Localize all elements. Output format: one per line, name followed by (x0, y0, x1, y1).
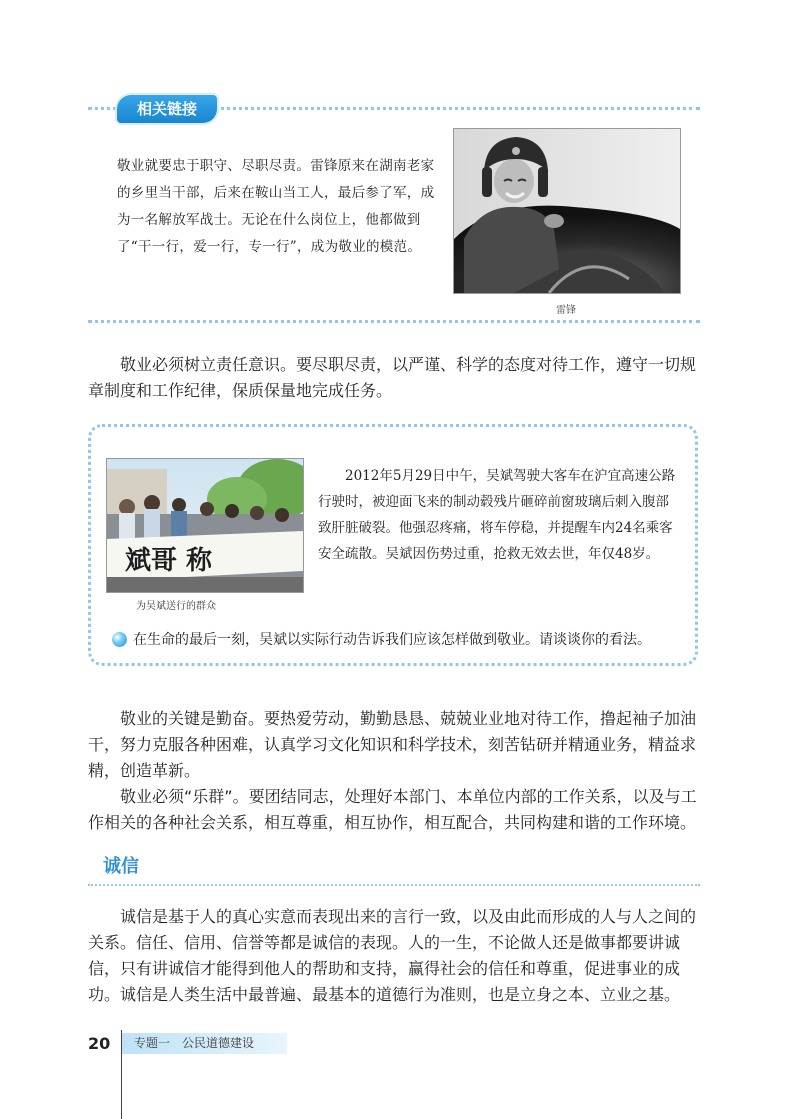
related-link-text: 敬业就要忠于职守、尽职尽责。雷锋原来在湖南老家的乡里当干部，后来在鞍山当工人，最后参了军，成为一名解放军战士。无论在什么岗位上，他都做到了“干一行，爱一行，专一行”，成为敬业的模范。 (117, 158, 435, 255)
related-link-badge: 相关链接 (117, 95, 217, 123)
paragraph-teamwork: 敬业必须“乐群”。要团结同志，处理好本部门、本单位内部的工作关系，以及与工作相关的各种社会关系，相互尊重，相互协作，相互配合，共同构建和谐的工作环境。 (88, 787, 697, 832)
banner-text: 斌哥 称 (125, 546, 213, 576)
wu-bin-story: 2012年5月29日中午，吴斌驾驶大客车在沪宜高速公路行驶时，被迎面飞来的制动毂残片砸碎前窗玻璃后刺入腹部致肝脏破裂。他强忍疼痛，将车停稳，并提醒车内24名乘客安全疏散。吴斌因伤势过重，抢救无效去世，年仅48岁。 (318, 468, 676, 562)
lei-feng-photo-image (454, 129, 680, 293)
wu-bin-photo (106, 458, 304, 593)
related-bottom-rule (88, 320, 700, 323)
chapter-label: 专题一 公民道德建设 (122, 1033, 287, 1054)
section-title-integrity: 诚信 (103, 856, 139, 877)
paragraph-diligence: 敬业的关键是勤奋。要热爱劳动，勤勤恳恳、兢兢业业地对待工作，撸起袖子加油干，努力克服各种困难，认真学习文化知识和科学技术，刻苦钻研并精通业务，精益求精，创造革新。 (88, 709, 697, 780)
discussion-question: 在生命的最后一刻，吴斌以实际行动告诉我们应该怎样做到敬业。请谈谈你的看法。 (133, 632, 651, 648)
wu-bin-caption: 为吴斌送行的群众 (136, 601, 216, 612)
lei-feng-caption: 雷锋 (556, 305, 576, 316)
paragraph-responsibility: 敬业必须树立责任意识。要尽职尽责，以严谨、科学的态度对待工作，遵守一切规章制度和工作纪律，保质保量地完成任务。 (88, 355, 697, 400)
paragraph-integrity: 诚信是基于人的真心实意而表现出来的言行一致，以及由此而形成的人与人之间的关系。信任、信用、信誉等都是诚信的表现。人的一生，不论做人还是做事都要讲诚信，只有讲诚信才能得到他人的帮助和支持，赢得社会的信任和尊重，促进事业的成功。诚信是人类生活中最普遍、最基本的道德行为准则，也是立身之本、立业之基。 (88, 907, 697, 1004)
lei-feng-photo (453, 128, 681, 294)
question-bullet-icon (112, 632, 127, 647)
wu-bin-photo-image (107, 459, 303, 592)
section-rule (88, 884, 700, 886)
page-number: 20 (88, 1034, 111, 1053)
